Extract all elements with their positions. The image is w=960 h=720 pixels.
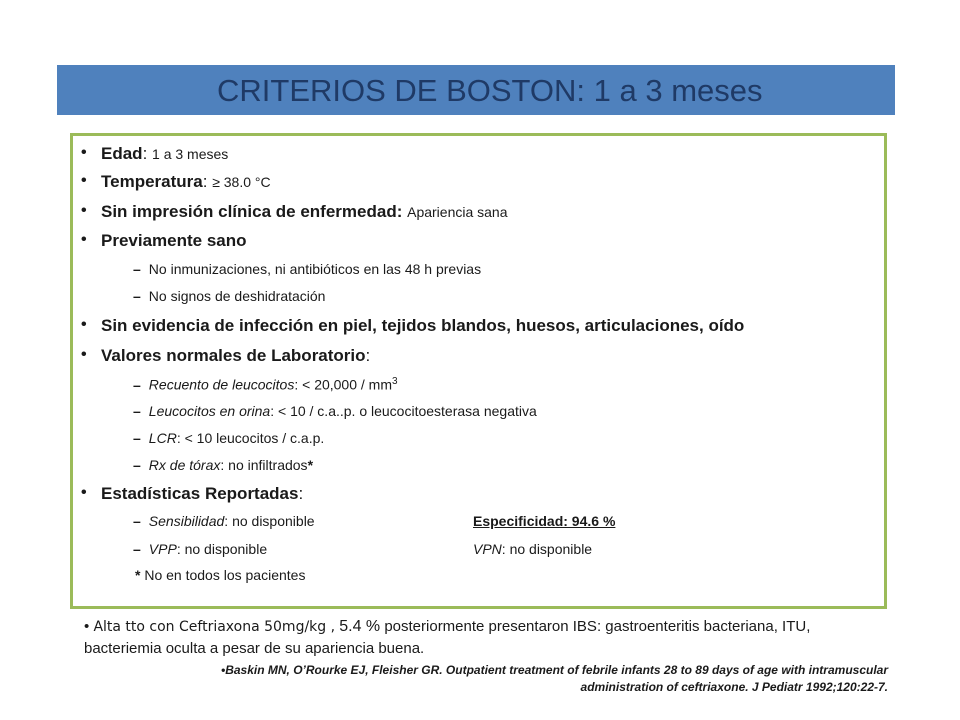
item-temperatura: • Temperatura: ≥ 38.0 °C xyxy=(81,172,271,191)
lab-item: – Recuento de leucocitos: < $20,000 / mm^3$ xyxy=(133,376,398,393)
bullet-icon: • xyxy=(81,231,87,248)
lab-item: – Leucocitos en orina: < 10 / c.a..p. o leucocitoesterasa negativa xyxy=(133,403,537,419)
stats-row-2: – VPP: no disponible VPN: no disponible xyxy=(133,541,593,557)
bullet-icon: • xyxy=(81,144,87,161)
bullet-icon: • xyxy=(81,202,87,219)
item-estadisticas: • Estadísticas Reportadas: xyxy=(81,484,304,503)
item-edad: • Edad: 1 a 3 meses xyxy=(81,144,229,163)
bullet-icon: • xyxy=(81,346,87,363)
title-bar xyxy=(57,65,895,115)
item-valores: • Valores normales de Laboratorio: xyxy=(81,346,371,365)
slide-title: CRITERIOS DE BOSTON: 1 a 3 meses xyxy=(217,73,763,108)
item-previamente: • Previamente sano xyxy=(81,231,247,250)
nota: * No en todos los pacientes xyxy=(135,567,306,583)
stats-row-1: – Sensibilidad: no disponible Especificidad: 94.6 % xyxy=(133,513,616,529)
footer-note: • Alta tto con Ceftriaxona 50mg/kg , 5.4 % posteriormente presentaron IBS: gastroenteritis bacteriana, ITU, bacteriemia oculta a pesar de su apariencia buena. xyxy=(84,618,811,657)
sub-item: – No inmunizaciones, ni antibióticos en las 48 h previas xyxy=(133,261,482,277)
bullet-icon: • xyxy=(81,316,87,333)
reference: •Baskin MN, O’Rourke EJ, Fleisher GR. Outpatient treatment of febrile infants 28 to 89 days of age with intramuscular administration of ceftriaxone. J Pediatr 1992;120:22-7. xyxy=(220,663,888,694)
item-impresion: • Sin impresión clínica de enfermedad: Apariencia sana xyxy=(81,202,508,221)
especificidad: Especificidad: 94.6 % xyxy=(473,513,616,529)
bullet-icon: • xyxy=(81,172,87,189)
sub-item: – No signos de deshidratación xyxy=(133,288,326,304)
bullet-icon: • xyxy=(81,484,87,501)
criteria-box xyxy=(70,133,887,609)
lab-item: – LCR: < 10 leucocitos / c.a.p. xyxy=(133,430,325,446)
item-evidencia: • Sin evidencia de infección en piel, tejidos blandos, huesos, articulaciones, oído xyxy=(81,316,745,335)
lab-item: – Rx de tórax: no infiltrados* xyxy=(133,457,314,473)
